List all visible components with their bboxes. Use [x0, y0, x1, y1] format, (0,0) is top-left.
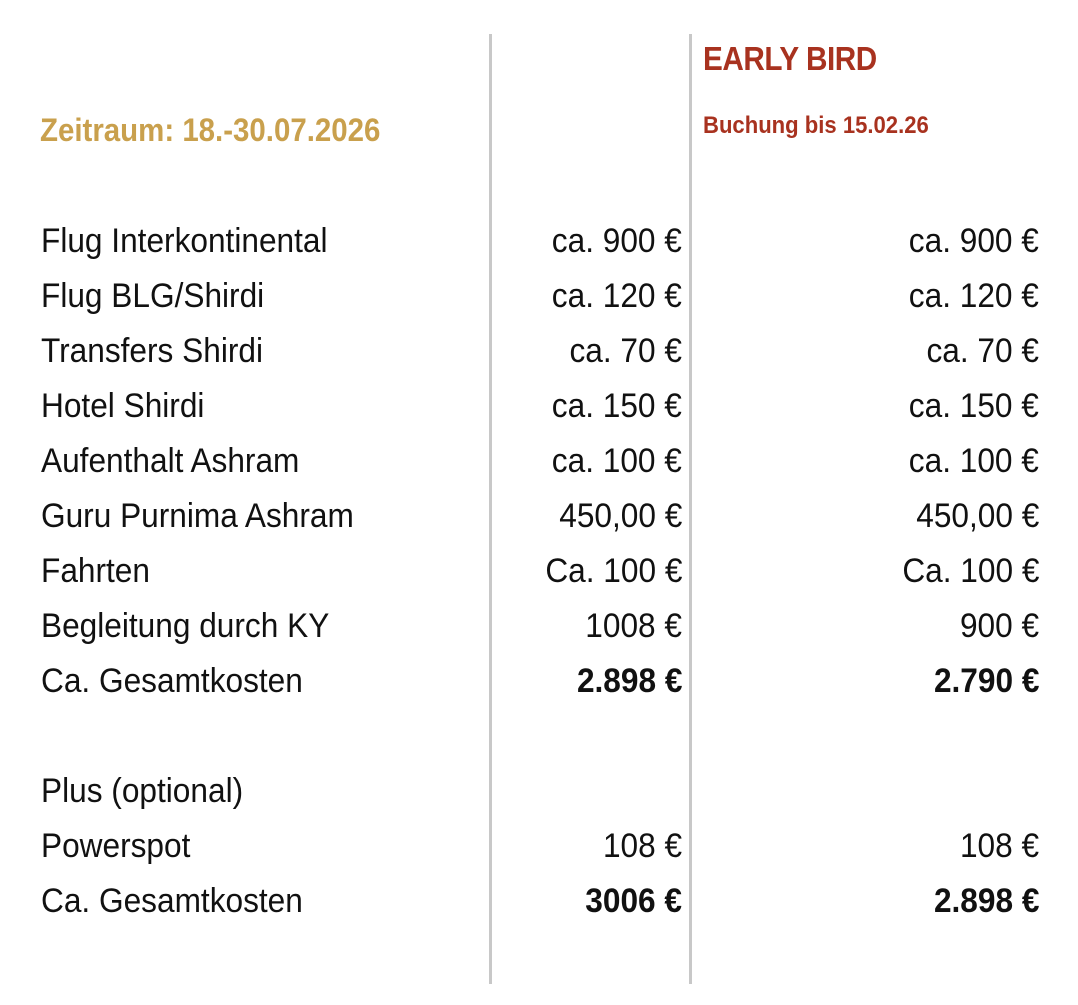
- cost-early-bird: ca. 120 €: [908, 277, 1039, 315]
- cost-early-bird: ca. 900 €: [908, 222, 1039, 260]
- optional-total-row: [0, 874, 1078, 929]
- optional-heading: Plus (optional): [41, 772, 244, 810]
- cost-row: [0, 434, 1078, 489]
- cost-early-bird: ca. 70 €: [926, 332, 1039, 370]
- total-label: Ca. Gesamtkosten: [41, 662, 303, 700]
- cost-row: [0, 269, 1078, 324]
- cost-row: [0, 214, 1078, 269]
- total-early-bird: 2.790 €: [933, 662, 1039, 700]
- cost-early-bird: 900 €: [959, 607, 1039, 645]
- cost-row: [0, 324, 1078, 379]
- cost-standard: ca. 100 €: [551, 442, 682, 480]
- optional-total-label: Ca. Gesamtkosten: [41, 882, 303, 920]
- cost-label: Guru Purnima Ashram: [41, 497, 354, 535]
- optional-early-bird: 108 €: [959, 827, 1039, 865]
- cost-label: Flug BLG/Shirdi: [41, 277, 265, 315]
- total-standard: 2.898 €: [576, 662, 682, 700]
- cost-row: [0, 599, 1078, 654]
- cost-early-bird: ca. 100 €: [908, 442, 1039, 480]
- cost-label: Transfers Shirdi: [41, 332, 263, 370]
- cost-row: [0, 379, 1078, 434]
- cost-label: Aufenthalt Ashram: [41, 442, 300, 480]
- optional-standard: 108 €: [602, 827, 682, 865]
- cost-label: Begleitung durch KY: [41, 607, 330, 645]
- early-bird-deadline: Buchung bis 15.02.26: [703, 112, 929, 139]
- cost-standard: Ca. 100 €: [544, 552, 682, 590]
- early-bird-title: EARLY BIRD: [703, 40, 877, 77]
- optional-label: Powerspot: [41, 827, 191, 865]
- cost-label: Flug Interkontinental: [41, 222, 328, 260]
- cost-row: [0, 544, 1078, 599]
- optional-total-standard: 3006 €: [585, 882, 682, 920]
- cost-early-bird: Ca. 100 €: [901, 552, 1039, 590]
- cost-standard: ca. 150 €: [551, 387, 682, 425]
- cost-standard: 1008 €: [585, 607, 682, 645]
- cost-label: Hotel Shirdi: [41, 387, 205, 425]
- optional-row: [0, 819, 1078, 874]
- cost-early-bird: ca. 150 €: [908, 387, 1039, 425]
- cost-early-bird: 450,00 €: [915, 497, 1039, 535]
- cost-standard: ca. 900 €: [551, 222, 682, 260]
- cost-standard: 450,00 €: [558, 497, 682, 535]
- cost-label: Fahrten: [41, 552, 150, 590]
- cost-row: [0, 489, 1078, 544]
- cost-standard: ca. 70 €: [569, 332, 682, 370]
- optional-heading-row: [0, 764, 1078, 819]
- total-row: [0, 654, 1078, 709]
- cost-standard: ca. 120 €: [551, 277, 682, 315]
- optional-total-early-bird: 2.898 €: [933, 882, 1039, 920]
- travel-period: Zeitraum: 18.-30.07.2026: [40, 112, 381, 148]
